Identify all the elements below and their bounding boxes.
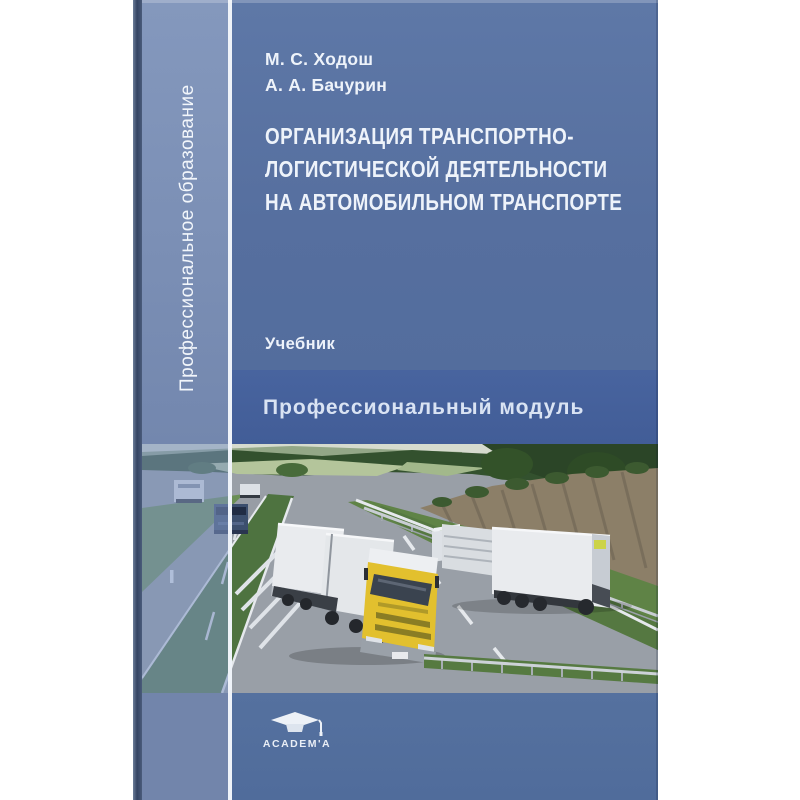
title-line-2: ЛОГИСТИЧЕСКОЙ ДЕЯТЕЛЬНОСТИ [265,156,608,182]
series-strip-photo-tint [142,444,228,693]
book-spine [133,0,142,800]
author-line-1: М. С. Ходош [265,49,374,69]
title-line-1: ОРГАНИЗАЦИЯ ТРАНСПОРТНО- [265,123,574,149]
edition-type-label: Учебник [265,335,336,353]
series-strip-bottom [142,693,228,800]
authors-block [265,46,387,98]
book-cover [133,0,658,800]
publisher-name: ACADEM'A [262,738,332,750]
book-top-edge [133,0,658,3]
book-right-edge [656,0,658,800]
book-title [265,120,622,219]
divider-rule [228,0,232,800]
publisher-logo [255,711,339,750]
author-line-2: А. А. Бачурин [265,75,388,95]
series-label: Профессиональное образование [177,84,198,392]
banner-label: Профессиональный модуль [263,396,585,419]
graduation-cap-icon [271,711,323,737]
title-line-3: НА АВТОМОБИЛЬНОМ ТРАНСПОРТЕ [265,189,623,215]
